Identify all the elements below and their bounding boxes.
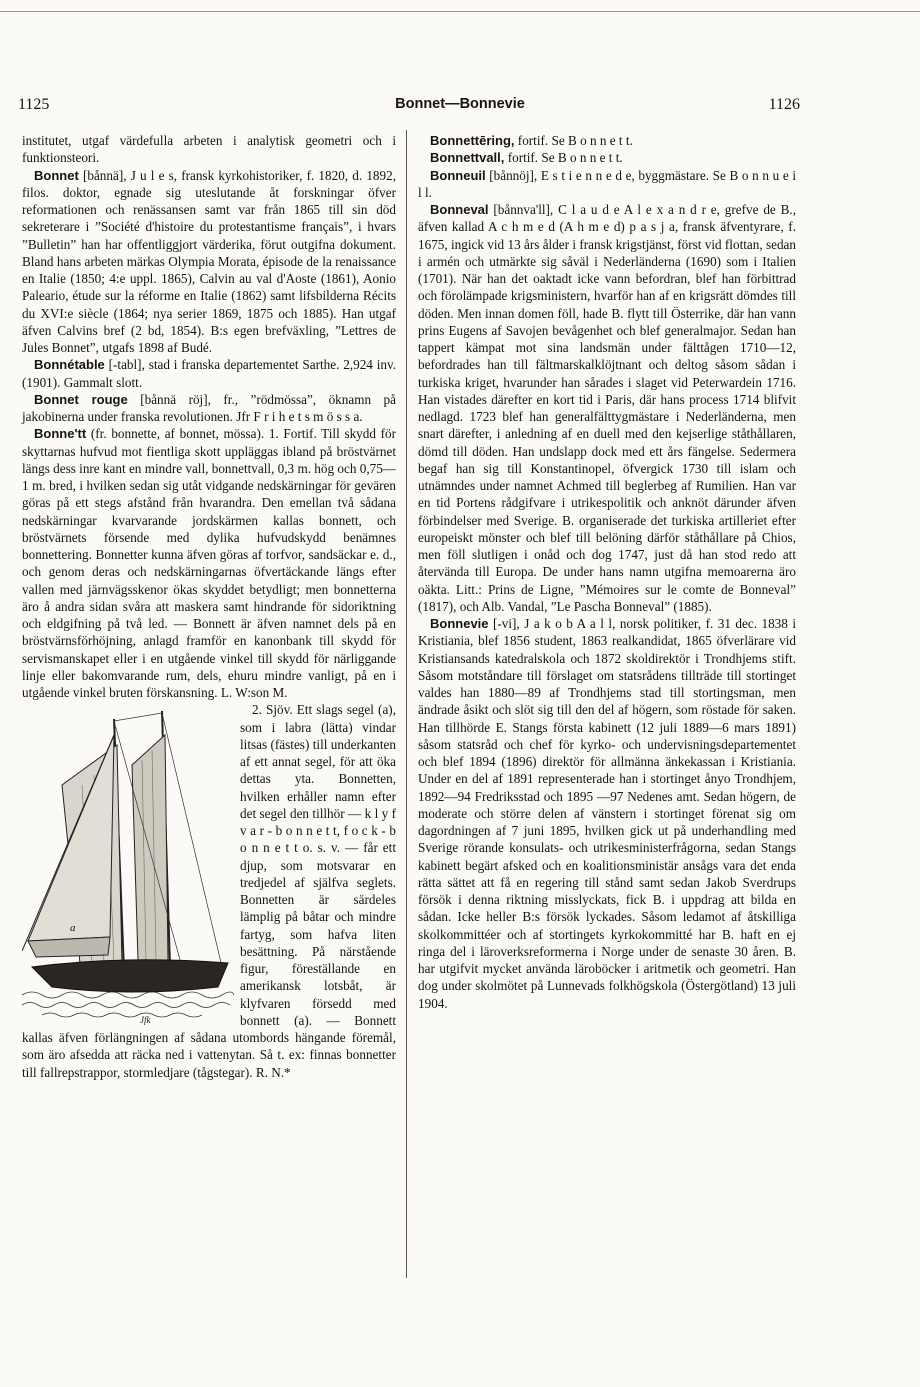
entry-bonnet-rouge — [22, 391, 396, 426]
entry-bonnettering — [418, 132, 796, 149]
entry-text: [-tabl], stad i franska departementet Sarthe. 2,924 inv. (1901). Gammalt slott. — [22, 357, 396, 390]
entry-text: fortif. Se B o n n e t t. — [517, 133, 633, 148]
headword: Bonnet — [34, 167, 79, 183]
entry-text: (fr. bonnette, af bonnet, mössa). 1. Fortif. Till skydd för skyttarnas hufvud mot fientliga skott uppläggas ibland på bröstvärnet längs dess inre kant en mindre vall, bonnettvall, 0,3 m. hög och 0,75—1 m. bred, i hvilken sedan sig utåt vidgande nedskärningar för gevären göras på ett stegs afstånd från hvarandra. Den emellan två sådana nedskärningar kvarvarande jordskärmen kallas bonnett, och bröstvärnets försende med dylika hufvudskydd benämnes bonnettering. Bonnetter kunna äfven göras af torfvor, sandsäckar e. d., och genom deras och nedskärningarnas öfvertäckande längs efter vallen med järnvägsskenor ökas skyddet betydligt; men bonnetterna äro å andra sidan svåra att maskera samt hindrande för sidoriktning och eldgifning på två led. — Bonnett är äfven namnet dels på en bröstvärnsförhöjning, anlagd framför en kanonbank till skydd för servismanskapet eller i en utgående vinkel till skydd för närliggande linje eller bakomvarande rum, dels, ehuru mindre vanligt, på en i utgående vinkel bruten förskansning. L. W:son M. — [22, 426, 397, 700]
page-header — [0, 96, 920, 120]
entry-continuation — [22, 132, 396, 167]
column-divider — [406, 130, 407, 1278]
entry-text: fortif. Se B o n n e t t. — [507, 150, 623, 166]
headword: Bonnettvall, — [430, 150, 505, 166]
page-number-left: 1125 — [18, 96, 50, 113]
entry-text: [bånnä röj], fr., ”rödmössa”, öknamn på jakobinerna under franska revolutionen. Jfr F r i h e t s m ö s s a. — [22, 391, 397, 424]
headword: Bonnet rouge — [34, 391, 128, 407]
entry-bonnetable — [22, 356, 396, 391]
headword: Bonne'tt — [34, 426, 87, 442]
headword: Bonneval — [430, 202, 489, 217]
entry-text: [bånnva'll], C l a u d e A l e x a n d r e, grefve de B., äfven kallad A c h m e d (A h m e d) p a s j a, fransk äfventyrare, f. 1675, ingick vid 13 års ålder i fransk krigstjänst, först vid flottan, sedan i armén och utmärkte sig såväl i Nederländerna (1690) som i Italien (1701). När han det oaktadt icke vann befordran, blef han förbittrad och förolämpade krigsministern, hvarför han af en krigsrätt dömdes till döden. Men innan domen föll, hade B. flytt till Österrike, där han vann prins Eugens af Savojen bevågenhet och blef generalmajor. Sedan han tappert kämpat mot sina landsmän under fälttågen 1710—12, befordrades han till fältmarskalklöjtnant och deltog såsom sådan i turkiska kriget, hvarunder han sårades i slaget vid Peterwardein 1716. Han vistades därefter en kort tid i Paris, där hans process 1714 blifvit nedlagd. 1723 blef han generalfälttygmästare i Nederländerna, men snart därefter, i anledning af en duell med den kejserlige ståthållaren, dömd till döden. Han undslapp dock med ett års fängelse. Sedermera begaf han sig till Konstantinopel, öfvergick 1730 till islam och utnämndes under namnet Achmed till beglerbeg af Rumilien. Han var en tid Portens rådgifvare i utrikespolitik och anknöt därunder äfven förbindelser med Sverige. B. organiserade det turkiska artilleriet efter europeiskt mönster och blef till belöning därför ståthållare på Chios, men föll slutligen i onåd och dog 1747, just då han stod redo att återvända till Europa. De under hans namn utgifna memoarerna äro oäkta. Litt.: Prins de Ligne, ”Mémoires sur le comte de Bonneval” (1817), och Alb. Vandal, ”Le Pascha Bonneval” (1885). — [418, 202, 796, 614]
entry-bonnevie — [418, 615, 796, 1012]
headword: Bonneuil — [430, 167, 486, 183]
entry-bonneuil — [418, 167, 796, 202]
figure-signature: Jfk — [140, 1015, 151, 1026]
entry-text: [bånnä], J u l e s, fransk kyrkohistoriker, f. 1820, d. 1892, filos. doktor, egnade sig uteslutande åt forskningar öfver reformationen och renässansen samt var från 1865 till sin död sekreterare i ”Société d'histoire du protestantisme français”, i hvars ”Bulletin” han har offentliggjort värderika, förut outgifna dokument. Bland hans arbeten märkas Olympia Morata, épisode de la renaissance en Italie (1850; 4:e uppl. 1865), Calvin au val d'Aoste (1861), Aonio Paleario, étude sur la réforme en Italie (1862) samt lifsbilderna Récits du XVI:e siècle (1864; nya serier 1869, 1875 och 1885). Han utgaf äfven Calvins bref (2 bd, 1854). B:s egen brefväxling, ”Lettres de Jules Bonnet”, utgafs 1898 af Budé. — [22, 167, 396, 355]
entry-text: [-vi], J a k o b A a l l, norsk politiker, f. 31 dec. 1838 i Kristiania, blef 1856 student, 1863 realkandidat, 1865 öfverlärare vid Kristiansands katedralskola och 1872 skoldirektör i Trondhjems stift. Såsom motståndare till förslaget om statsrådens tillträde till stortinget valdes han 1880—89 af Trondhjems stad till stortingsman, men ändrade åsikt och slöt sig till den del af högern, som röstade för saken. Han tillhörde E. Stangs första kabinett (12 juli 1889—6 mars 1891) såsom statsråd och chef för kyrko- och undervisningsdepartementet och blef 1894 (1896) direktör för allmänna änkekassan i Kristiania. Under en del af 1891 representerade han i stortinget ånyo Trondhjem, 1892—94 Fredriksstad och 1895 —97 Nedenes amt. Sedan högern, de moderate och större delen af vänstern i stortinget förenat sig om dagordningen af 7 juni 1895, hvilken gick ut på underhandling med Sverige rörande konsulats- och utrikesministerfrågorna, sedan Stangs kabinett begärt afsked och en koalitionsministär ansågs vara det enda rätta sättet att få en regering till stånd samt sedan Jakob Sverdrups försök i denna riktning misslyckats, fick B. i uppdrag att bilda en sådan. Icke heller B:s försök lyckades. Såsom ledamot af åtskilliga skolkommittéer och af stortingets kyrkokommitté har B. haft en ej ringa del i läroverksreformerna i Norge under de senaste 30 åren. B. har utgifvit mycket använda läroböcker i aritmetik och geometri. Han dog under skolmötet på Lunnevads folkhögskola (Östergötland) 13 juli 1904. — [418, 616, 796, 1011]
running-title: Bonnet—Bonnevie — [395, 96, 525, 112]
entry-text: institutet, utgaf värdefulla arbeten i analytisk geometri och i funktionsteori. — [22, 133, 396, 166]
right-column — [418, 132, 796, 1012]
entry-bonneval — [418, 201, 796, 615]
pilot-boat-illustration — [22, 705, 234, 1025]
entry-text: [bånnöj], E s t i e n n e d e, byggmästare. Se B o n n u e i l l. — [418, 167, 796, 200]
headword: Bonnettēring, — [430, 133, 515, 148]
left-column — [22, 132, 396, 1081]
top-rule — [0, 11, 920, 12]
page-number-right: 1126 — [768, 96, 800, 113]
entry-bonnettvall — [418, 149, 796, 166]
headword: Bonnétable — [34, 357, 105, 373]
entry-bonnet-jules — [22, 167, 396, 357]
entry-text: 2. Sjöv. Ett slags segel (a), som i labra (lätta) vindar litsas (fästes) till underkanten af ett annat segel, för att öka dettas yta. Bonnetten, hvilken erhåller namn efter det segel den tillhör — k l y f v a r - b o n n e t t, f o c k - b o n n e t t o. s. v. — får ett djup, som motsvarar en tredjedel af själfva seglets. Bonnetten är särdeles lämplig på båtar och mindre fartyg, som hafva liten besättning. På närstående figur, föreställande en amerikansk lotsbåt, är klyfvaren försedd med bonnett (a). — Bonnett kallas äfven förlängningen af sådana utombords hängande föremål, som äro afsedda att räcka ned i vattenytan. Så t. ex: finnas bonnetter till fallrepstrappor, stormledjare (tågstegar). R. N.* — [22, 702, 396, 1080]
entry-bonnett — [22, 425, 396, 701]
figure-letter: a — [70, 922, 76, 935]
headword: Bonnevie — [430, 616, 489, 631]
